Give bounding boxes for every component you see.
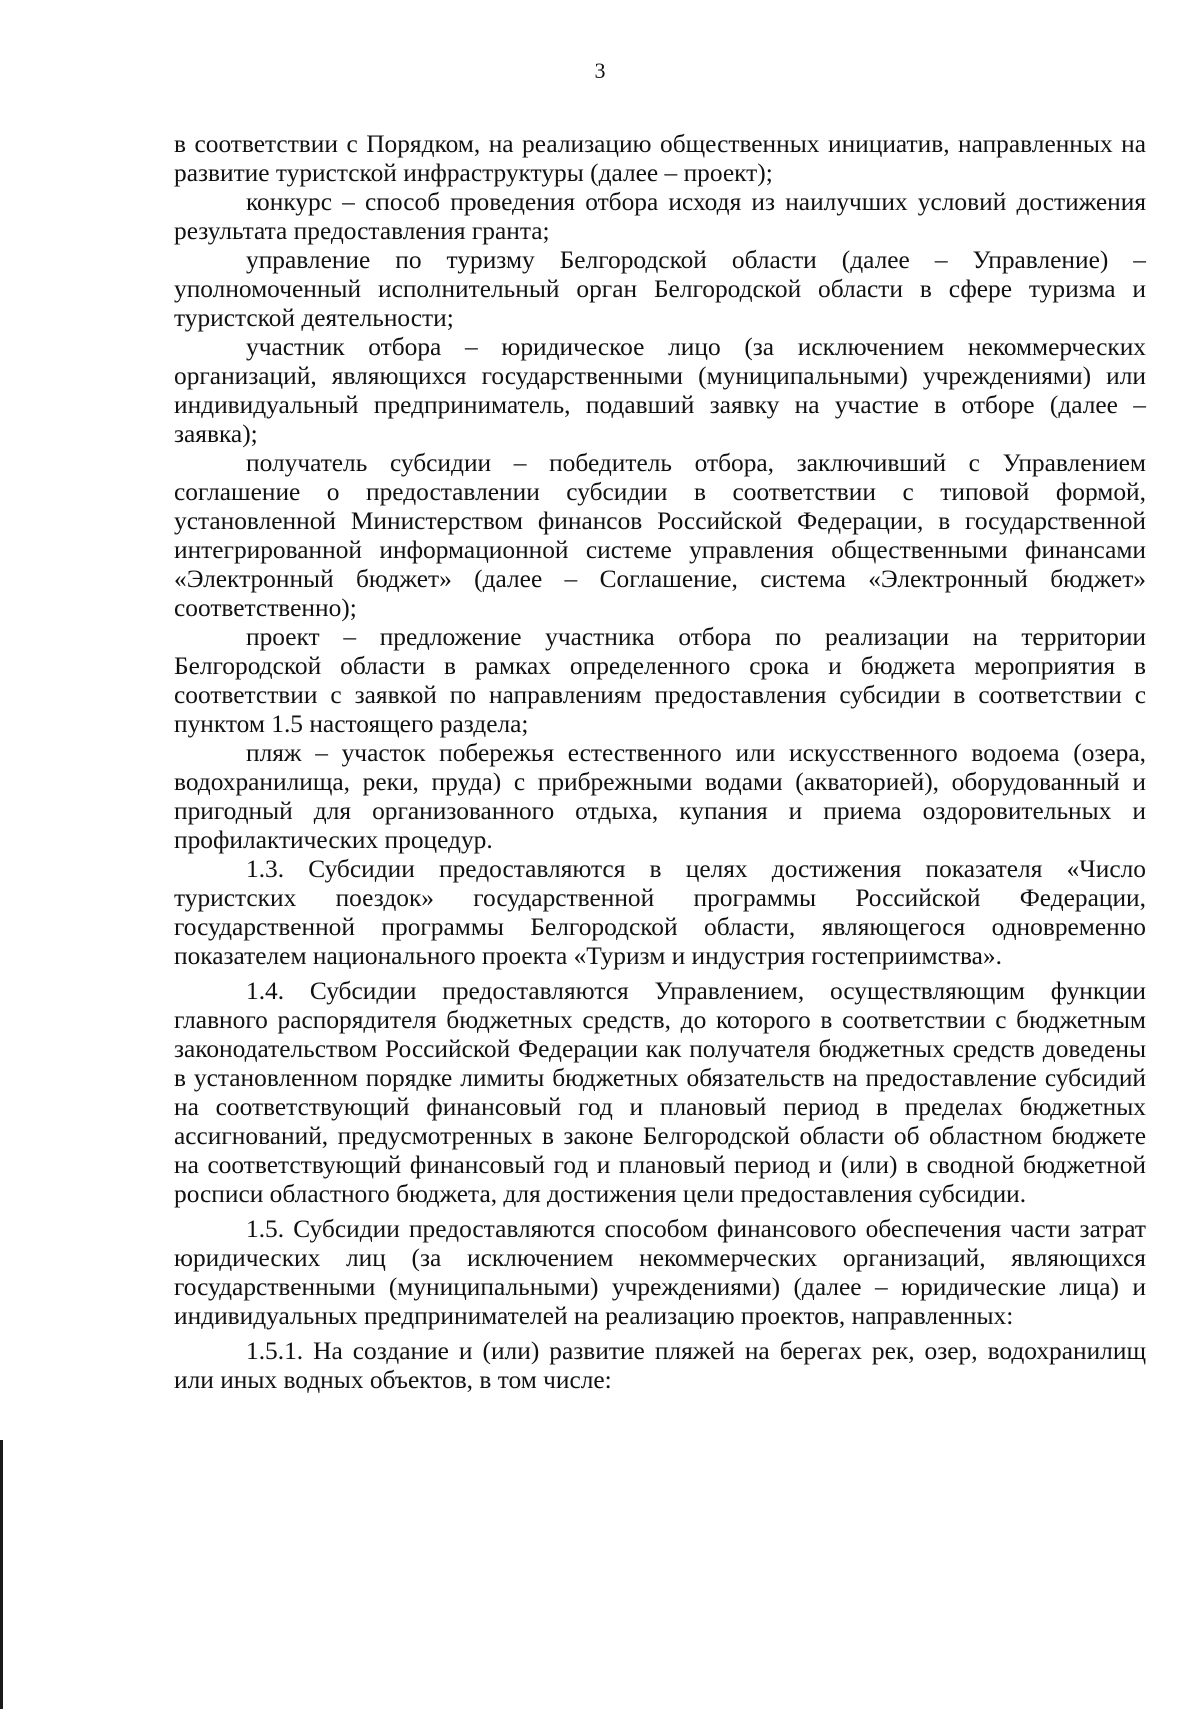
paragraph-project-definition-continued: в соответствии с Порядком, на реализацию общественных инициатив, направленных на развитие туристской инфраструктуры (далее – проект); xyxy=(174,130,1146,187)
paragraph-beach-definition: пляж – участок побережья естественного или искусственного водоема (озера, водохранилища, реки, пруда) с прибрежными водами (акваторией), оборудованный и пригодный для организованного отдыха, купания и приема оздоровительных и профилактических процедур. xyxy=(174,739,1146,854)
paragraph-participant-definition: участник отбора – юридическое лицо (за исключением некоммерческих организаций, являющихся государственными (муниципальными) учреждениями) или индивидуальный предприниматель, подавший заявку на участие в отборе (далее – заявка); xyxy=(174,333,1146,448)
paragraph-clause-1-5-1: 1.5.1. На создание и (или) развитие пляжей на берегах рек, озер, водохранилищ или иных водных объектов, в том числе: xyxy=(174,1337,1146,1394)
paragraph-tourism-department-definition: управление по туризму Белгородской области (далее – Управление) – уполномоченный исполнительный орган Белгородской области в сфере туризма и туристской деятельности; xyxy=(174,246,1146,332)
paragraph-project-definition: проект – предложение участника отбора по реализации на территории Белгородской области в рамках определенного срока и бюджета мероприятия в соответствии с заявкой по направлениям предоставления субсидии в соответствии с пунктом 1.5 настоящего раздела; xyxy=(174,623,1146,738)
document-body xyxy=(174,130,1146,1395)
paragraph-recipient-definition: получатель субсидии – победитель отбора, заключивший с Управлением соглашение о предоставлении субсидии в соответствии с типовой формой, установленной Министерством финансов Российской Федерации, в государственной интегрированной информационной системе управления общественными финансами «Электронный бюджет» (далее – Соглашение, система «Электронный бюджет» соответственно); xyxy=(174,449,1146,622)
paragraph-clause-1-3: 1.3. Субсидии предоставляются в целях достижения показателя «Число туристских поездок» государственной программы Российской Федерации, государственной программы Белгородской области, являющегося одновременно показателем национального проекта «Туризм и индустрия гостеприимства». xyxy=(174,855,1146,970)
scan-edge-line xyxy=(0,1440,3,1709)
paragraph-clause-1-5: 1.5. Субсидии предоставляются способом финансового обеспечения части затрат юридических лиц (за исключением некоммерческих организаций, являющихся государственными (муниципальными) учреждениями) (далее – юридические лица) и индивидуальных предпринимателей на реализацию проектов, направленных: xyxy=(174,1215,1146,1330)
page-number: 3 xyxy=(594,58,606,83)
paragraph-clause-1-4: 1.4. Субсидии предоставляются Управлением, осуществляющим функции главного распорядителя бюджетных средств, до которого в соответствии с бюджетным законодательством Российской Федерации как получателя бюджетных средств доведены в установленном порядке лимиты бюджетных обязательств на предоставление субсидий на соответствующий финансовый год и плановый период в пределах бюджетных ассигнований, предусмотренных в законе Белгородской области об областном бюджете на соответствующий финансовый год и плановый период и (или) в сводной бюджетной росписи областного бюджета, для достижения цели предоставления субсидии. xyxy=(174,977,1146,1208)
paragraph-contest-definition: конкурс – способ проведения отбора исходя из наилучших условий достижения результата предоставления гранта; xyxy=(174,188,1146,245)
